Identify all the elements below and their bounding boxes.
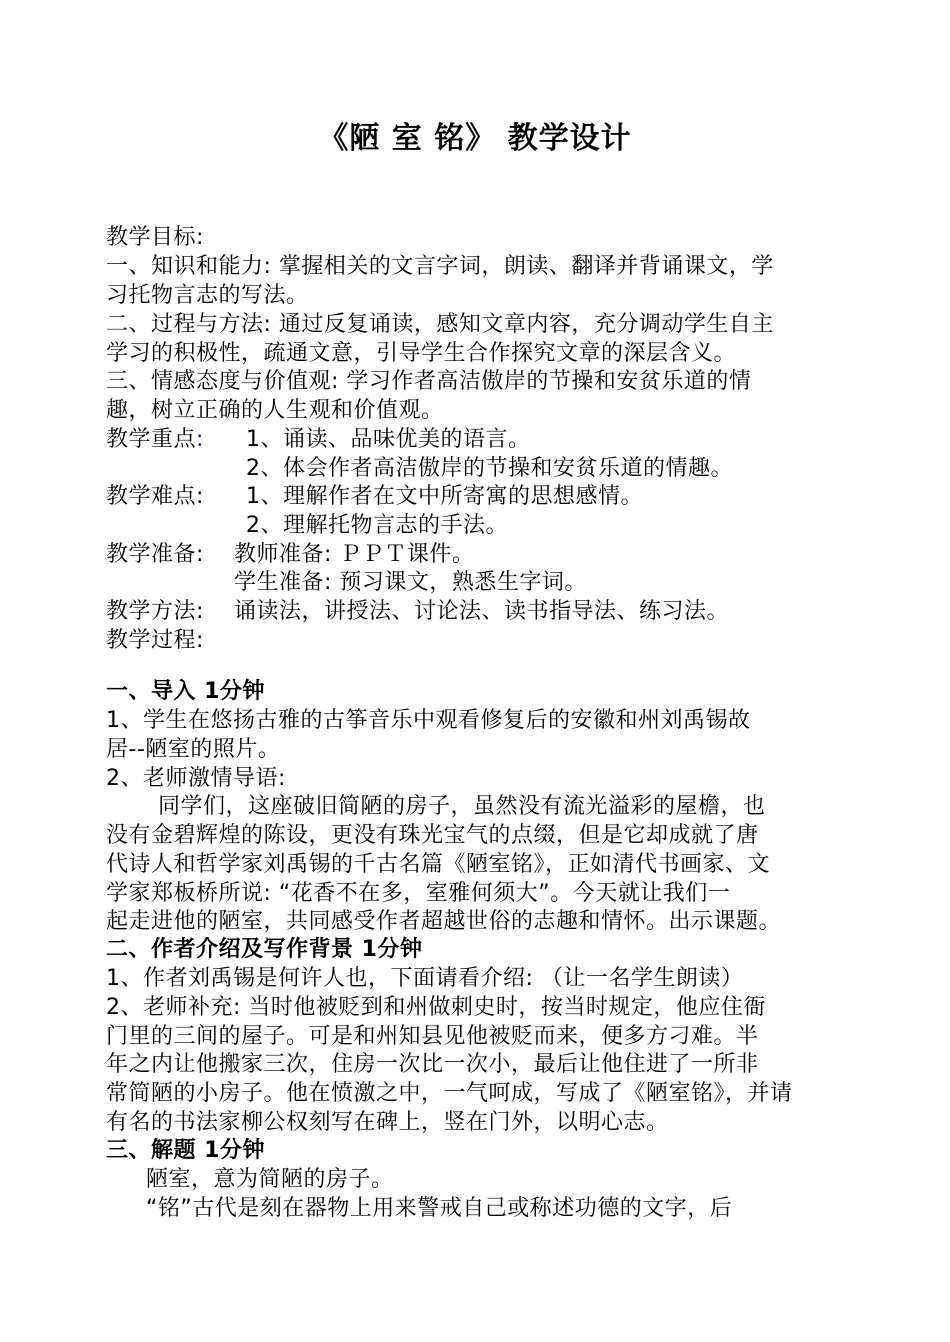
paragraph-line: 学习的积极性，疏通文意，引导学生合作探究文章的深层含义。 bbox=[106, 341, 737, 366]
paragraph-line: 常简陋的小房子。他在愤激之中，一气呵成，写成了《陋室铭》，并请 bbox=[106, 1081, 793, 1106]
paragraph-line: 一、知识和能力: 掌握相关的文言字词，朗读、翻译并背诵课文，学 bbox=[106, 254, 774, 279]
process-label: 教学过程: bbox=[106, 628, 204, 653]
section-title-heading: 三、解题 1分钟 bbox=[106, 1138, 265, 1163]
paragraph-line: 居--陋室的照片。 bbox=[106, 737, 281, 762]
paragraph-line: 1、学生在悠扬古雅的古筝音乐中观看修复后的安徽和州刘禹锡故 bbox=[106, 708, 751, 733]
key-points-label bbox=[106, 426, 204, 454]
paragraph-line: 代诗人和哲学家刘禹锡的千古名篇《陋室铭》，正如清代书画家、文 bbox=[106, 852, 771, 877]
key-points-heading: 教学重点 bbox=[106, 427, 197, 452]
page-title: 《陋 室 铭》 教学设计 bbox=[318, 121, 632, 156]
teacher-preparation: 教师准备: ＰＰＴ课件。 bbox=[234, 542, 475, 567]
paragraph-line: 2、老师激情导语: bbox=[106, 766, 286, 791]
difficulty-item: 1、理解作者在文中所寄寓的思想感情。 bbox=[246, 484, 643, 509]
paragraph-line: 三、情感态度与价值观: 学习作者高洁傲岸的节操和安贫乐道的情 bbox=[106, 369, 752, 394]
paragraph-line: 趣，树立正确的人生观和价值观。 bbox=[106, 398, 444, 423]
preparation-label: 教学准备: bbox=[106, 542, 204, 567]
paragraph-line: 起走进他的陋室，共同感受作者超越世俗的志趣和情怀。出示课题。 bbox=[106, 909, 782, 934]
key-point-item: 2、体会作者高洁傲岸的节操和安贫乐道的情趣。 bbox=[246, 456, 733, 481]
paragraph-line: 习托物言志的写法。 bbox=[106, 283, 309, 308]
paragraph-line: 1、作者刘禹锡是何许人也，下面请看介绍: （让一名学生朗读） bbox=[106, 966, 744, 991]
paragraph-line: 有名的书法家柳公权刻写在碑上，竖在门外，以明心志。 bbox=[106, 1110, 669, 1135]
paragraph-line: 年之内让他搬家三次，住房一次比一次小，最后让他住进了一所非 bbox=[106, 1052, 759, 1077]
paragraph-line: 门里的三间的屋子。可是和州知县见他被贬而来，便多方刁难。半 bbox=[106, 1024, 759, 1049]
section-heading-objectives: 教学目标: bbox=[106, 225, 204, 250]
section-intro-heading: 一、导入 1分钟 bbox=[106, 679, 265, 704]
student-preparation: 学生准备: 预习课文，熟悉生字词。 bbox=[234, 570, 587, 595]
paragraph-line: “铭”古代是刻在器物上用来警戒自己或称述功德的文字，后 bbox=[146, 1196, 733, 1221]
paragraph-line: 二、过程与方法: 通过反复诵读，感知文章内容，充分调动学生自主 bbox=[106, 312, 774, 337]
paragraph-line: 没有金碧辉煌的陈设，更没有珠光宝气的点缀，但是它却成就了唐 bbox=[106, 823, 759, 848]
paragraph-line: 同学们，这座破旧简陋的房子，虽然没有流光溢彩的屋檐，也 bbox=[158, 794, 766, 819]
methods-text: 诵读法，讲授法、讨论法、读书指导法、练习法。 bbox=[234, 599, 730, 624]
difficulty-item: 2、理解托物言志的手法。 bbox=[246, 513, 508, 538]
difficulties-label: 教学难点: bbox=[106, 484, 204, 509]
section-author-heading: 二、作者介绍及写作背景 1分钟 bbox=[106, 937, 423, 962]
paragraph-line: 陋室，意为简陋的房子。 bbox=[146, 1167, 394, 1192]
key-point-item: 1、诵读、品味优美的语言。 bbox=[246, 427, 531, 452]
paragraph-line: 2、老师补充: 当时他被贬到和州做刺史时，按当时规定，他应住衙 bbox=[106, 995, 766, 1020]
key-points-colon: : bbox=[196, 427, 204, 452]
methods-label: 教学方法: bbox=[106, 599, 204, 624]
paragraph-line: 学家郑板桥所说: “花香不在多，室雅何须大”。今天就让我们一 bbox=[106, 881, 731, 906]
